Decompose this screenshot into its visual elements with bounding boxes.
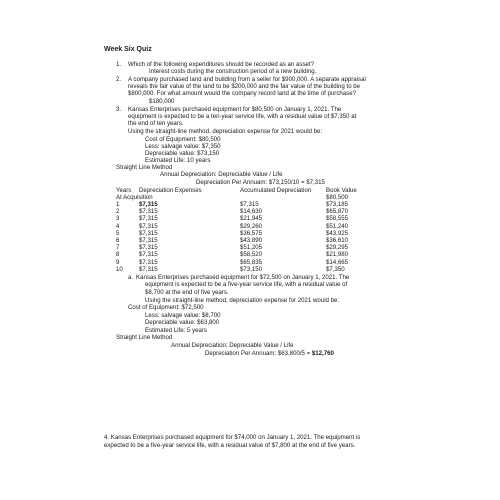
- row-accumulated: $58,520: [240, 251, 263, 259]
- row-book-value: $51,240: [326, 222, 349, 230]
- row-accumulated: $65,835: [240, 258, 263, 266]
- table-header-years: Years: [116, 187, 132, 194]
- q3-formula: Annual Depreciation: Depreciable Value / Life: [160, 171, 283, 178]
- q1-answer: Interest costs during the construction period of a new building.: [149, 68, 317, 75]
- q2-answer: $180,000: [149, 98, 175, 105]
- row-year: 1: [116, 201, 120, 208]
- acquisition-value: $80,500: [326, 194, 349, 201]
- row-expense: $7,315: [139, 251, 158, 259]
- q3-method: Straight Line Method: [116, 164, 173, 171]
- q1-question: Which of the following expenditures should be recorded as an asset?: [128, 61, 314, 68]
- q3-line-1: Kansas Enterprises purchased equipment for $80,500 on January 1, 2021. The: [128, 106, 342, 113]
- row-year: 3: [116, 215, 120, 223]
- row-expense: $7,315: [139, 244, 158, 252]
- q4-line-1: 4. Kansas Enterprises purchased equipment for $74,000 on January 1, 2021. The equipment is: [104, 434, 361, 441]
- row-accumulated: $29,260: [240, 222, 263, 230]
- row-year: 5: [116, 229, 120, 237]
- q2-number: 2.: [116, 76, 122, 83]
- row-expense: $7,315: [139, 237, 158, 244]
- q3-cost: Cost of Equipment: $80,500: [145, 136, 221, 143]
- qa-formula: Annual Depreciation: Depreciable Value / Life: [171, 342, 294, 349]
- row-accumulated: $73,150: [240, 265, 263, 273]
- row-year: 2: [116, 208, 120, 216]
- row-year: 6: [116, 237, 120, 244]
- q2-line-2: reveals the fair value of the land to be $200,000 and the fair value of the building to be: [128, 83, 361, 90]
- row-accumulated: $51,205: [240, 244, 263, 252]
- document-title: Week Six Quiz: [104, 46, 152, 53]
- row-year: 10: [116, 265, 123, 273]
- qa-salvage: Less: salvage value: $8,700: [145, 312, 221, 319]
- q3-depreciable: Depreciable value: $73,150: [145, 150, 220, 157]
- qa-line-1: Kansas Enterprises purchased equipment for $72,500 on January 1, 2021. The: [136, 274, 350, 281]
- row-expense: $7,315: [139, 222, 158, 230]
- row-year: 4: [116, 222, 120, 230]
- row-book-value: $7,350: [326, 265, 345, 273]
- q1-number: 1.: [116, 61, 122, 68]
- row-accumulated: $21,945: [240, 215, 263, 223]
- table-header-expenses: Depreciation Expenses: [139, 187, 202, 194]
- table-header-accumulated: Accumulated Depreciation: [240, 187, 312, 194]
- q3-per-annum: Depreciation Per Annuam: $73,150/10 = $7,315: [196, 179, 325, 186]
- table-header-book-value: Book Value: [326, 187, 357, 194]
- row-book-value: $21,980: [326, 251, 349, 259]
- row-expense: $7,315: [139, 229, 158, 237]
- row-expense: $7,315: [139, 201, 158, 208]
- qa-per-annum-value: $12,760: [311, 350, 334, 357]
- row-expense: $7,315: [139, 258, 158, 266]
- q4-line-2: expected to be a five-year service life, with a residual value of $7,800 at the end of five years.: [104, 442, 356, 449]
- row-book-value: $73,185: [326, 201, 349, 208]
- qa-life: Estimated Life: 5 years: [145, 327, 207, 334]
- qa-cost: Cost of Equipment: $72,500: [128, 304, 204, 311]
- qa-depreciable: Depreciable value: $63,800: [145, 319, 220, 326]
- row-expense: $7,315: [139, 265, 158, 273]
- qa-per-annum: [205, 350, 334, 357]
- row-accumulated: $14,630: [240, 208, 263, 216]
- row-accumulated: $43,890: [240, 237, 263, 244]
- qa-line-2: equipment is expected to be a five-year service life, with a residual value of: [145, 281, 348, 288]
- q3-line-3: the end of ten years.: [128, 120, 184, 127]
- row-year: 9: [116, 258, 120, 266]
- qa-line-4: Using the straight-line method, depreciation expense for 2021 would be:: [145, 297, 340, 304]
- qa-line-3: $8,700 at the end of five years.: [145, 289, 229, 296]
- row-accumulated: $7,315: [240, 201, 259, 208]
- row-book-value: $65,870: [326, 208, 349, 216]
- row-book-value: $58,555: [326, 215, 349, 223]
- row-expense: $7,315: [139, 208, 158, 216]
- qa-per-annum-prefix: Depreciation Per Annuam: $63,800/5 =: [205, 350, 312, 357]
- row-book-value: $43,925: [326, 229, 349, 237]
- q3-line-2: equipment is expected to be a ten-year service life, with a residual value of $7,350 at: [128, 113, 357, 120]
- row-accumulated: $36,575: [240, 229, 263, 237]
- row-book-value: $29,295: [326, 244, 349, 252]
- row-book-value: $36,610: [326, 237, 349, 244]
- row-year: 7: [116, 244, 120, 252]
- q3-line-4: Using the straight-line method, depreciation expense for 2021 would be:: [128, 128, 323, 135]
- row-expense: $7,315: [139, 215, 158, 223]
- q3-salvage: Less: salvage value: $7,350: [145, 143, 221, 150]
- qa-number: a.: [128, 274, 134, 281]
- row-book-value: $14,665: [326, 258, 349, 266]
- row-year: 8: [116, 251, 120, 259]
- q3-life: Estimated Life: 10 years: [145, 157, 211, 164]
- acquisition-label: At Acquisition: [116, 194, 153, 201]
- qa-method: Straight Line Method: [116, 334, 173, 341]
- q3-number: 3.: [116, 106, 122, 113]
- q2-line-1: A company purchased land and building from a seller for $900,000. A separate appraisal: [128, 76, 366, 83]
- q2-line-3: $800,000. For what amount would the company record land at the time of purchase?: [128, 90, 356, 97]
